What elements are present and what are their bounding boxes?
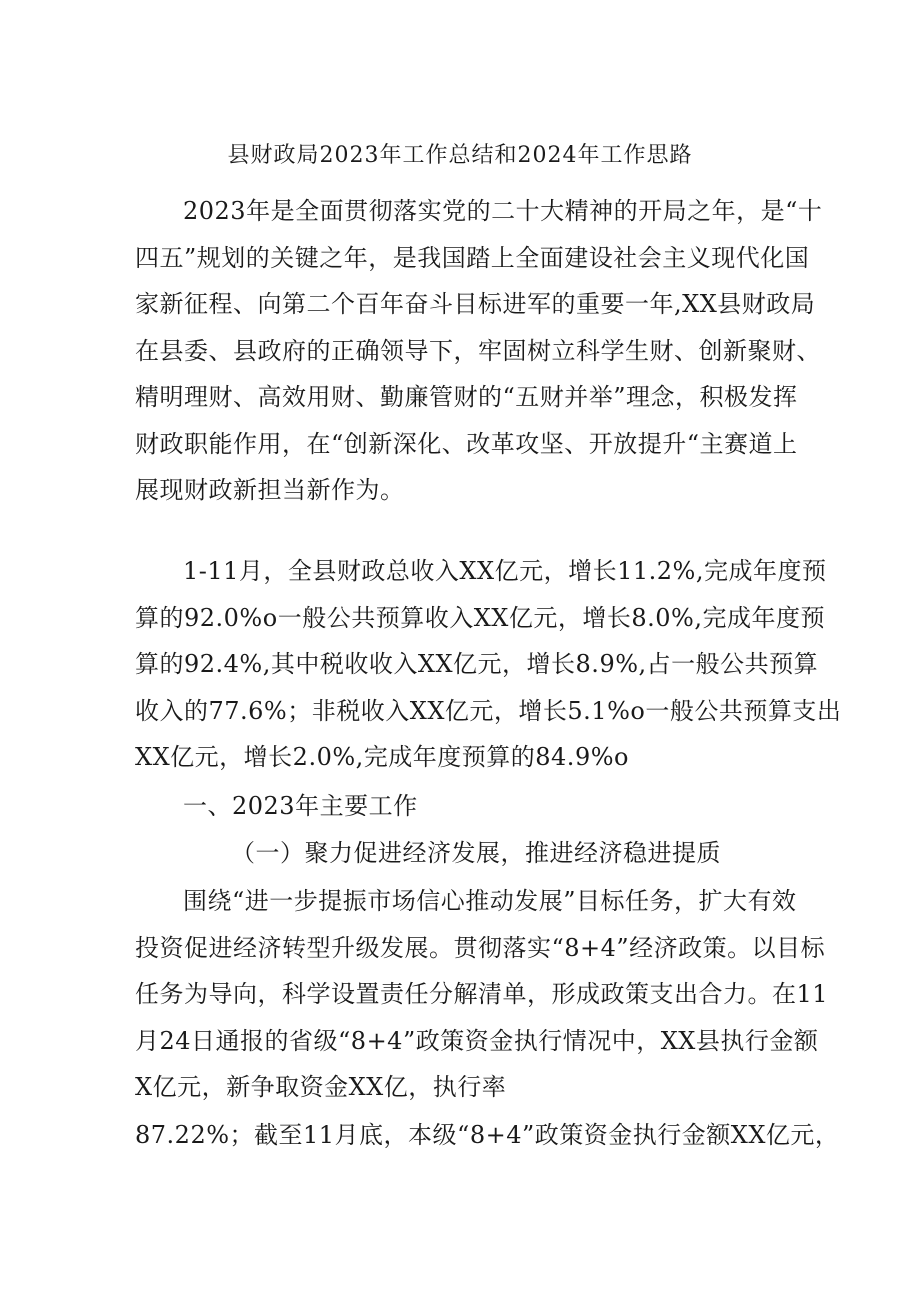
paragraph-intro <box>135 188 823 514</box>
paragraph-revenue-stats <box>135 548 842 781</box>
text-line: 87.22%；截至11月底，本级“8+4”政策资金执行金额XX亿元， <box>135 1121 840 1149</box>
text-line: 任务为导向，科学设置责任分解清单，形成政策支出合力。在11 <box>135 980 829 1008</box>
paragraph-execution <box>135 1112 840 1159</box>
text-line: 家新征程、向第二个百年奋斗目标进军的重要一年,XX县财政局 <box>135 290 816 318</box>
text-line: 围绕“进一步提振市场信心推动发展”目标任务，扩大有效 <box>183 887 797 915</box>
heading-line: 一、2023年主要工作 <box>183 792 418 820</box>
text-line: 算的92.4%,其中税收收入XX亿元，增长8.9%,占一般公共预算 <box>135 650 819 678</box>
text-line: 投资促进经济转型升级发展。贯彻落实“8+4”经济政策。以目标 <box>135 933 826 962</box>
text-line: 2023年是全面贯彻落实党的二十大精神的开局之年，是“十 <box>183 197 823 225</box>
text-line: 四五”规划的关键之年，是我国踏上全面建设社会主义现代化国 <box>135 243 810 272</box>
text-line: 算的92.0%o一般公共预算收入XX亿元，增长8.0%,完成年度预 <box>135 603 825 632</box>
document-title: 县财政局2023年工作总结和2024年工作思路 <box>227 143 693 168</box>
text-line: 财政职能作用，在“创新深化、改革攻坚、开放提升“主赛道上 <box>135 429 798 458</box>
text-line: 1-11月，全县财政总收入XX亿元，增长11.2%,完成年度预 <box>183 557 827 585</box>
section-heading <box>135 783 795 830</box>
subsection-heading <box>135 830 795 877</box>
text-line: 月24日通报的省级“8+4”政策资金执行情况中，XX县执行金额 <box>135 1026 819 1055</box>
text-line: 收入的77.6%；非税收入XX亿元，增长5.1%o一般公共预算支出 <box>135 696 842 725</box>
text-line: XX亿元，增长2.0%,完成年度预算的84.9%o <box>135 743 629 771</box>
text-line: 在县委、县政府的正确领导下，牢固树立科学生财、创新聚财、 <box>135 336 821 365</box>
heading-line: （一）聚力促进经济发展，推进经济稳进提质 <box>231 839 721 867</box>
text-line: X亿元，新争取资金XX亿，执行率 <box>135 1073 507 1101</box>
paragraph-policy <box>135 878 829 1111</box>
text-line: 精明理财、高效用财、勤廉管财的“五财并举”理念，积极发挥 <box>135 383 798 411</box>
text-line: 展现财政新担当新作为。 <box>135 476 405 504</box>
